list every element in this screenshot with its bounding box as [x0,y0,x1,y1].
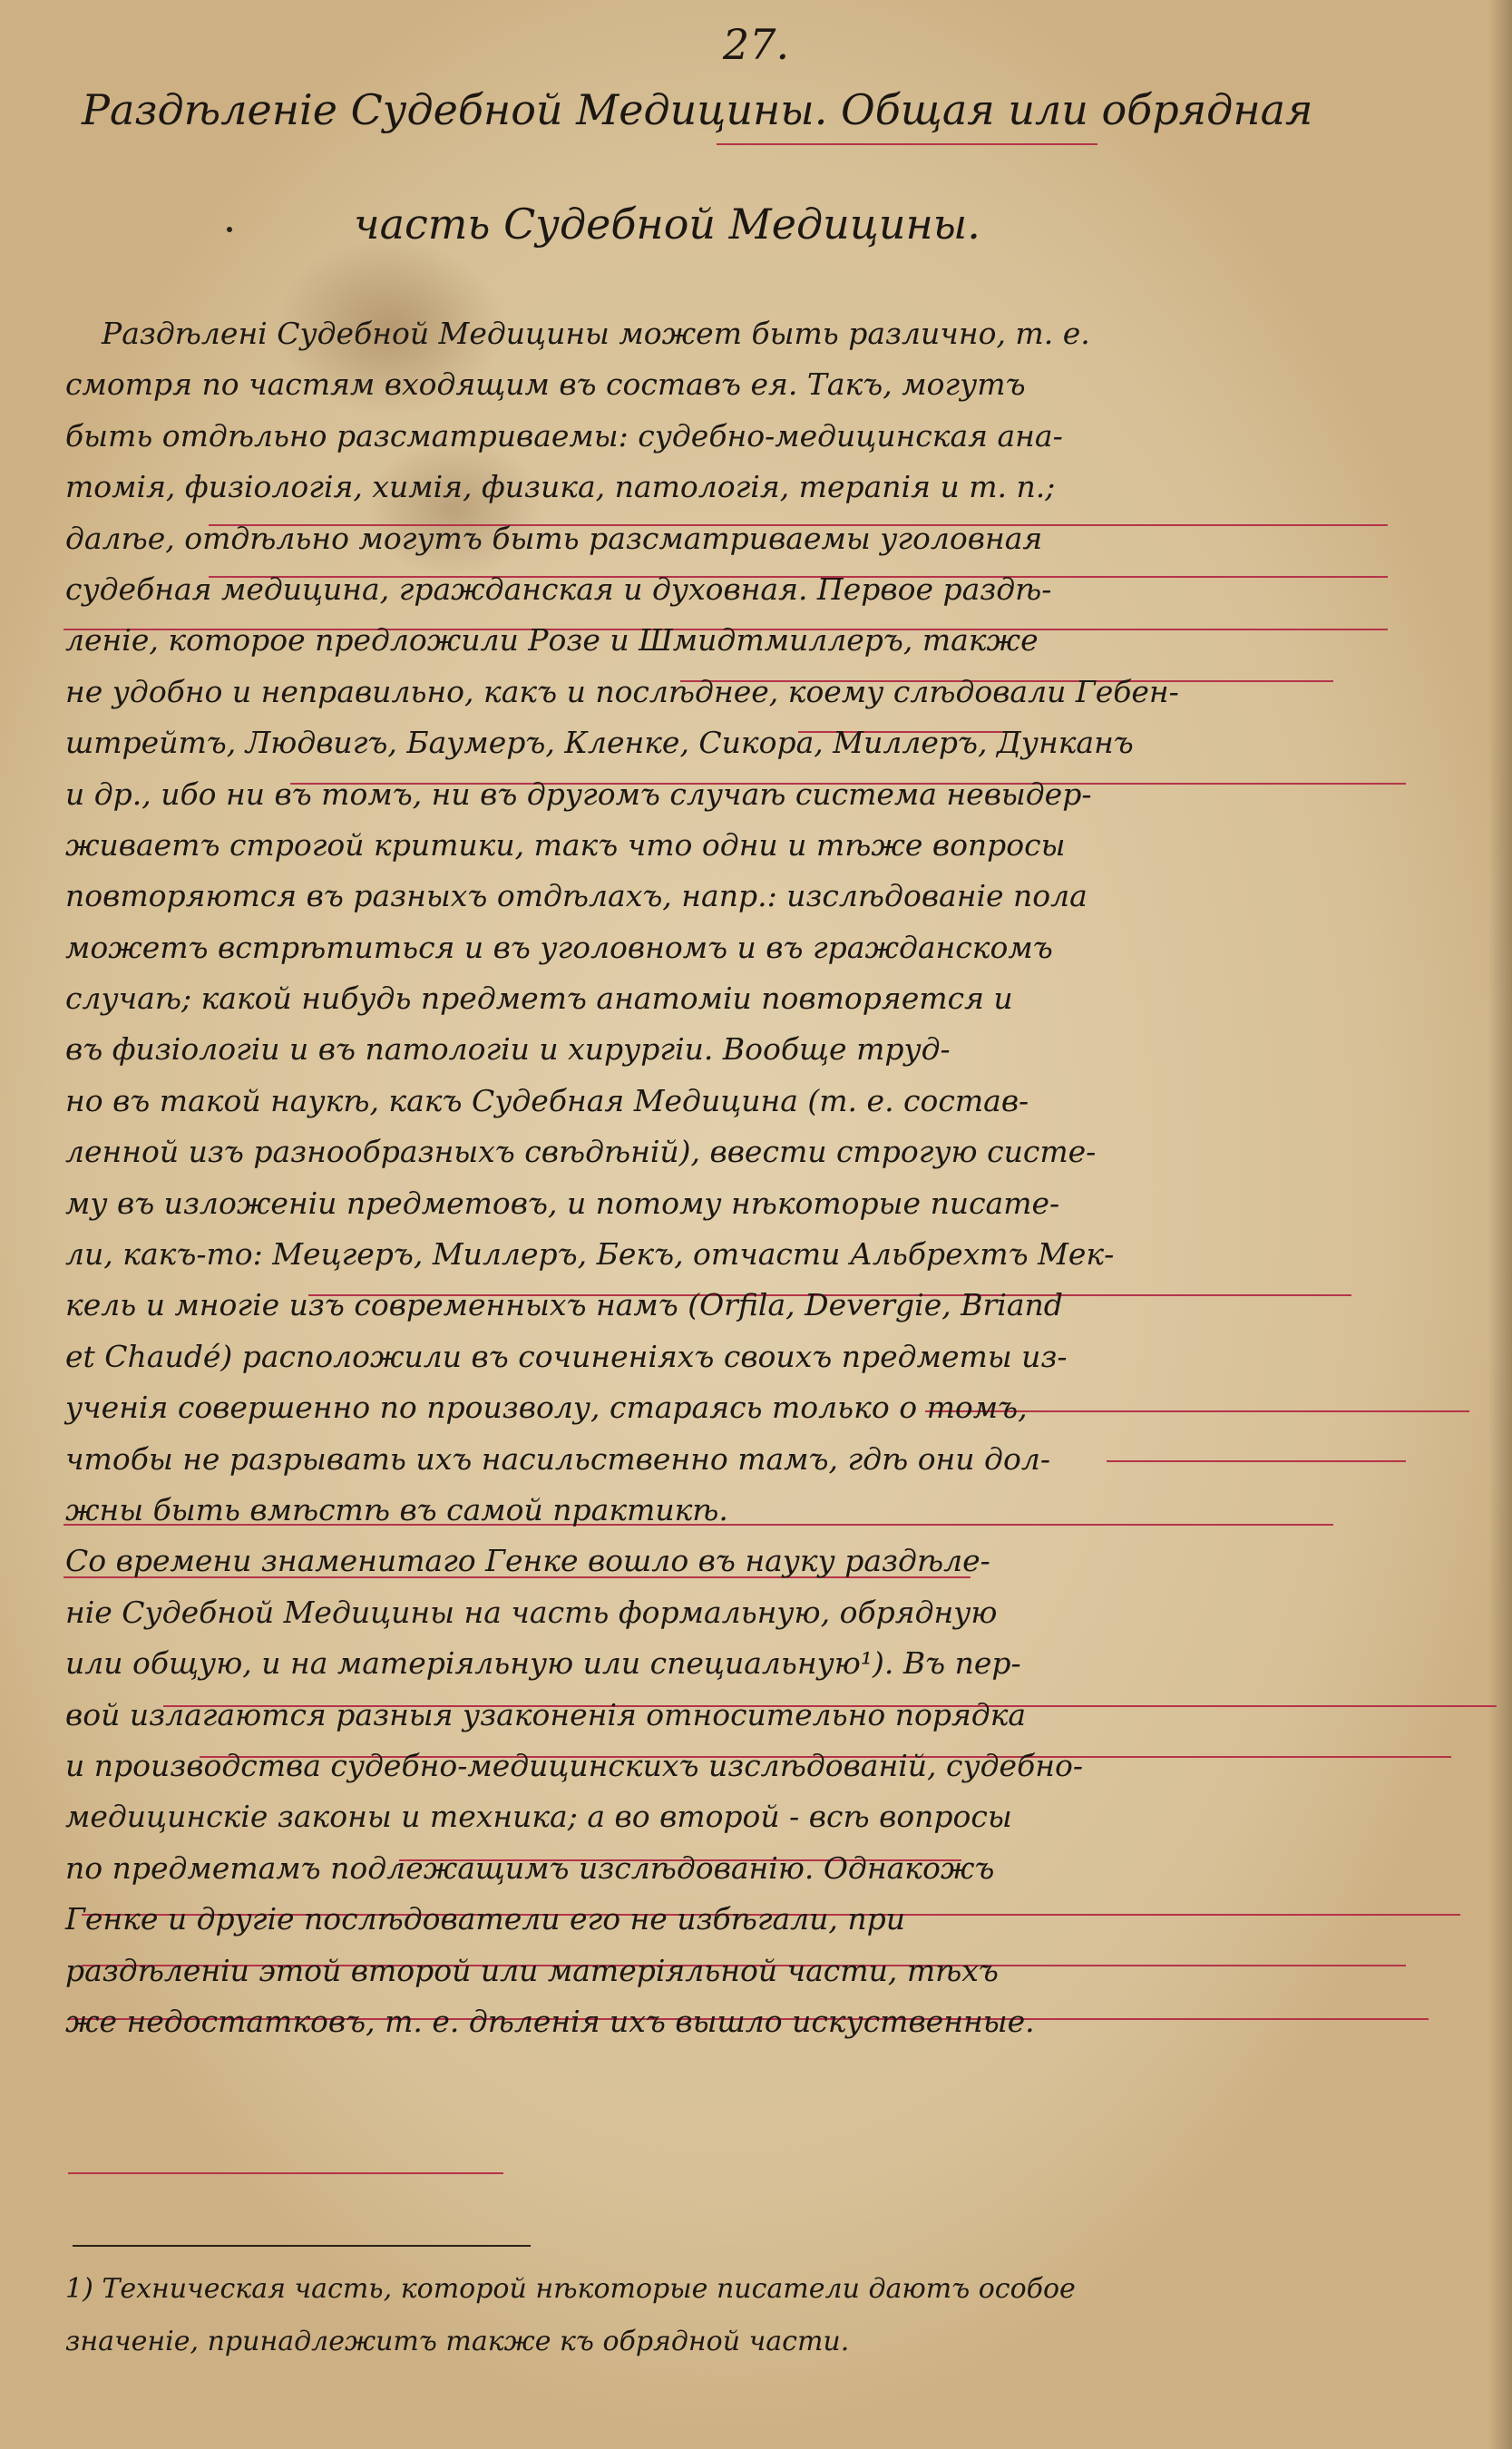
text-line: быть отдѣльно разсматриваемы: судебно-медицинская ана- [65,417,1063,454]
footnote-line: 1) Техническая часть, которой нѣкоторые писатели даютъ особое [65,2273,1076,2305]
text-line: же недостатковъ, т. е. дѣленія ихъ вышло искуственные. [65,2003,1035,2039]
footnote [65,2263,1426,2368]
text-line: et Chaudé) расположили въ сочиненіяхъ своихъ предметы из- [65,1338,1068,1374]
text-line: можетъ встрѣтиться и въ уголовномъ и въ гражданскомъ [65,929,1053,965]
text-line: смотря по частям входящим въ составъ ея. Такъ, могутъ [65,366,1026,403]
text-line: чтобы не разрывать ихъ насильственно тамъ, гдѣ они дол- [65,1440,1050,1477]
text-line: по предметамъ подлежащимъ изслѣдованію. Однакожъ [65,1849,995,1886]
text-line: ніе Судебной Медицины на часть формальную, обрядную [65,1594,998,1630]
text-line: Раздѣлені Судебной Медицины может быть различно, т. е. [102,316,1090,351]
text-line: ученія совершенно по произволу, стараясь только о томъ, [65,1390,1028,1426]
text-line: кель и многіе изъ современныхъ намъ (Orfila, Devergie, Briand [65,1287,1063,1323]
page-gutter-shadow [1488,0,1512,2449]
text-line: жны быть вмѣстѣ въ самой практикѣ. [65,1491,728,1527]
text-line: живаетъ строгой критики, такъ что одни и тѣже вопросы [65,826,1066,863]
red-underline-mark [717,143,1097,145]
text-line: Со времени знаменитаго Генке вошло въ науку раздѣле- [65,1543,990,1579]
page-number: 27. [722,20,790,69]
text-line: и производства судебно-медицинскихъ изслѣдованій, судебно- [65,1747,1083,1783]
text-line: повторяются въ разныхъ отдѣлахъ, напр.: изслѣдованіе пола [65,878,1088,914]
text-line: судебная медицина, гражданская и духовная. Первое раздѣ- [65,571,1052,607]
text-line: далѣе, отдѣльно могутъ быть разсматриваемы уголовная [65,520,1043,556]
text-line: томія, физіологія, химія, физика, патологія, терапія и т. п.; [65,469,1056,505]
text-line: раздѣленіи этой второй или матеріяльной части, тѣхъ [65,1952,999,1988]
text-line: и др., ибо ни въ томъ, ни въ другомъ случаѣ система невыдер- [65,776,1092,812]
text-line: вой излагаются разныя узаконенія относительно порядка [65,1696,1027,1732]
text-line: но въ такой наукѣ, какъ Судебная Медицина (т. е. состав- [65,1082,1029,1118]
text-line: штрейтъ, Людвигъ, Баумеръ, Кленке, Сикора, Миллеръ, Дунканъ [65,725,1134,761]
footnote-line: значеніе, принадлежитъ также къ обрядной части. [65,2326,850,2357]
text-line: медицинскіе законы и техника; а во второй - всѣ вопросы [65,1799,1012,1835]
text-line: или общую, и на матеріяльную или специальную¹). Въ пер- [65,1645,1021,1682]
text-line: въ физіологіи и въ патологіи и хирургіи. Вообще труд- [65,1031,951,1068]
red-underline-mark [68,2172,503,2174]
chapter-title-line-2: часть Судебной Медицины. [354,200,980,249]
chapter-title-line-1: Раздѣленіе Судебной Медицины. Общая или обрядная [82,85,1313,134]
text-line: му въ изложеніи предметовъ, и потому нѣкоторые писате- [65,1185,1060,1221]
footnote-separator [73,2245,531,2247]
text-line: ли, какъ-то: Мецгеръ, Миллеръ, Бекъ, отчасти Альбрехтъ Мек- [65,1236,1115,1273]
text-line: леніе, которое предложили Розе и Шмидтмиллеръ, также [65,622,1039,659]
text-line: не удобно и неправильно, какъ и послѣднее, коему слѣдовали Гебен- [65,673,1179,709]
text-line: Генке и другіе послѣдователи его не избѣгали, при [65,1901,906,1937]
manuscript-body [65,308,1426,2047]
text-line: ленной изъ разнообразныхъ свѣдѣній), ввести строгую систе- [65,1134,1097,1170]
text-line: случаѣ; какой нибудь предметъ анатоміи повторяется и [65,981,1013,1017]
